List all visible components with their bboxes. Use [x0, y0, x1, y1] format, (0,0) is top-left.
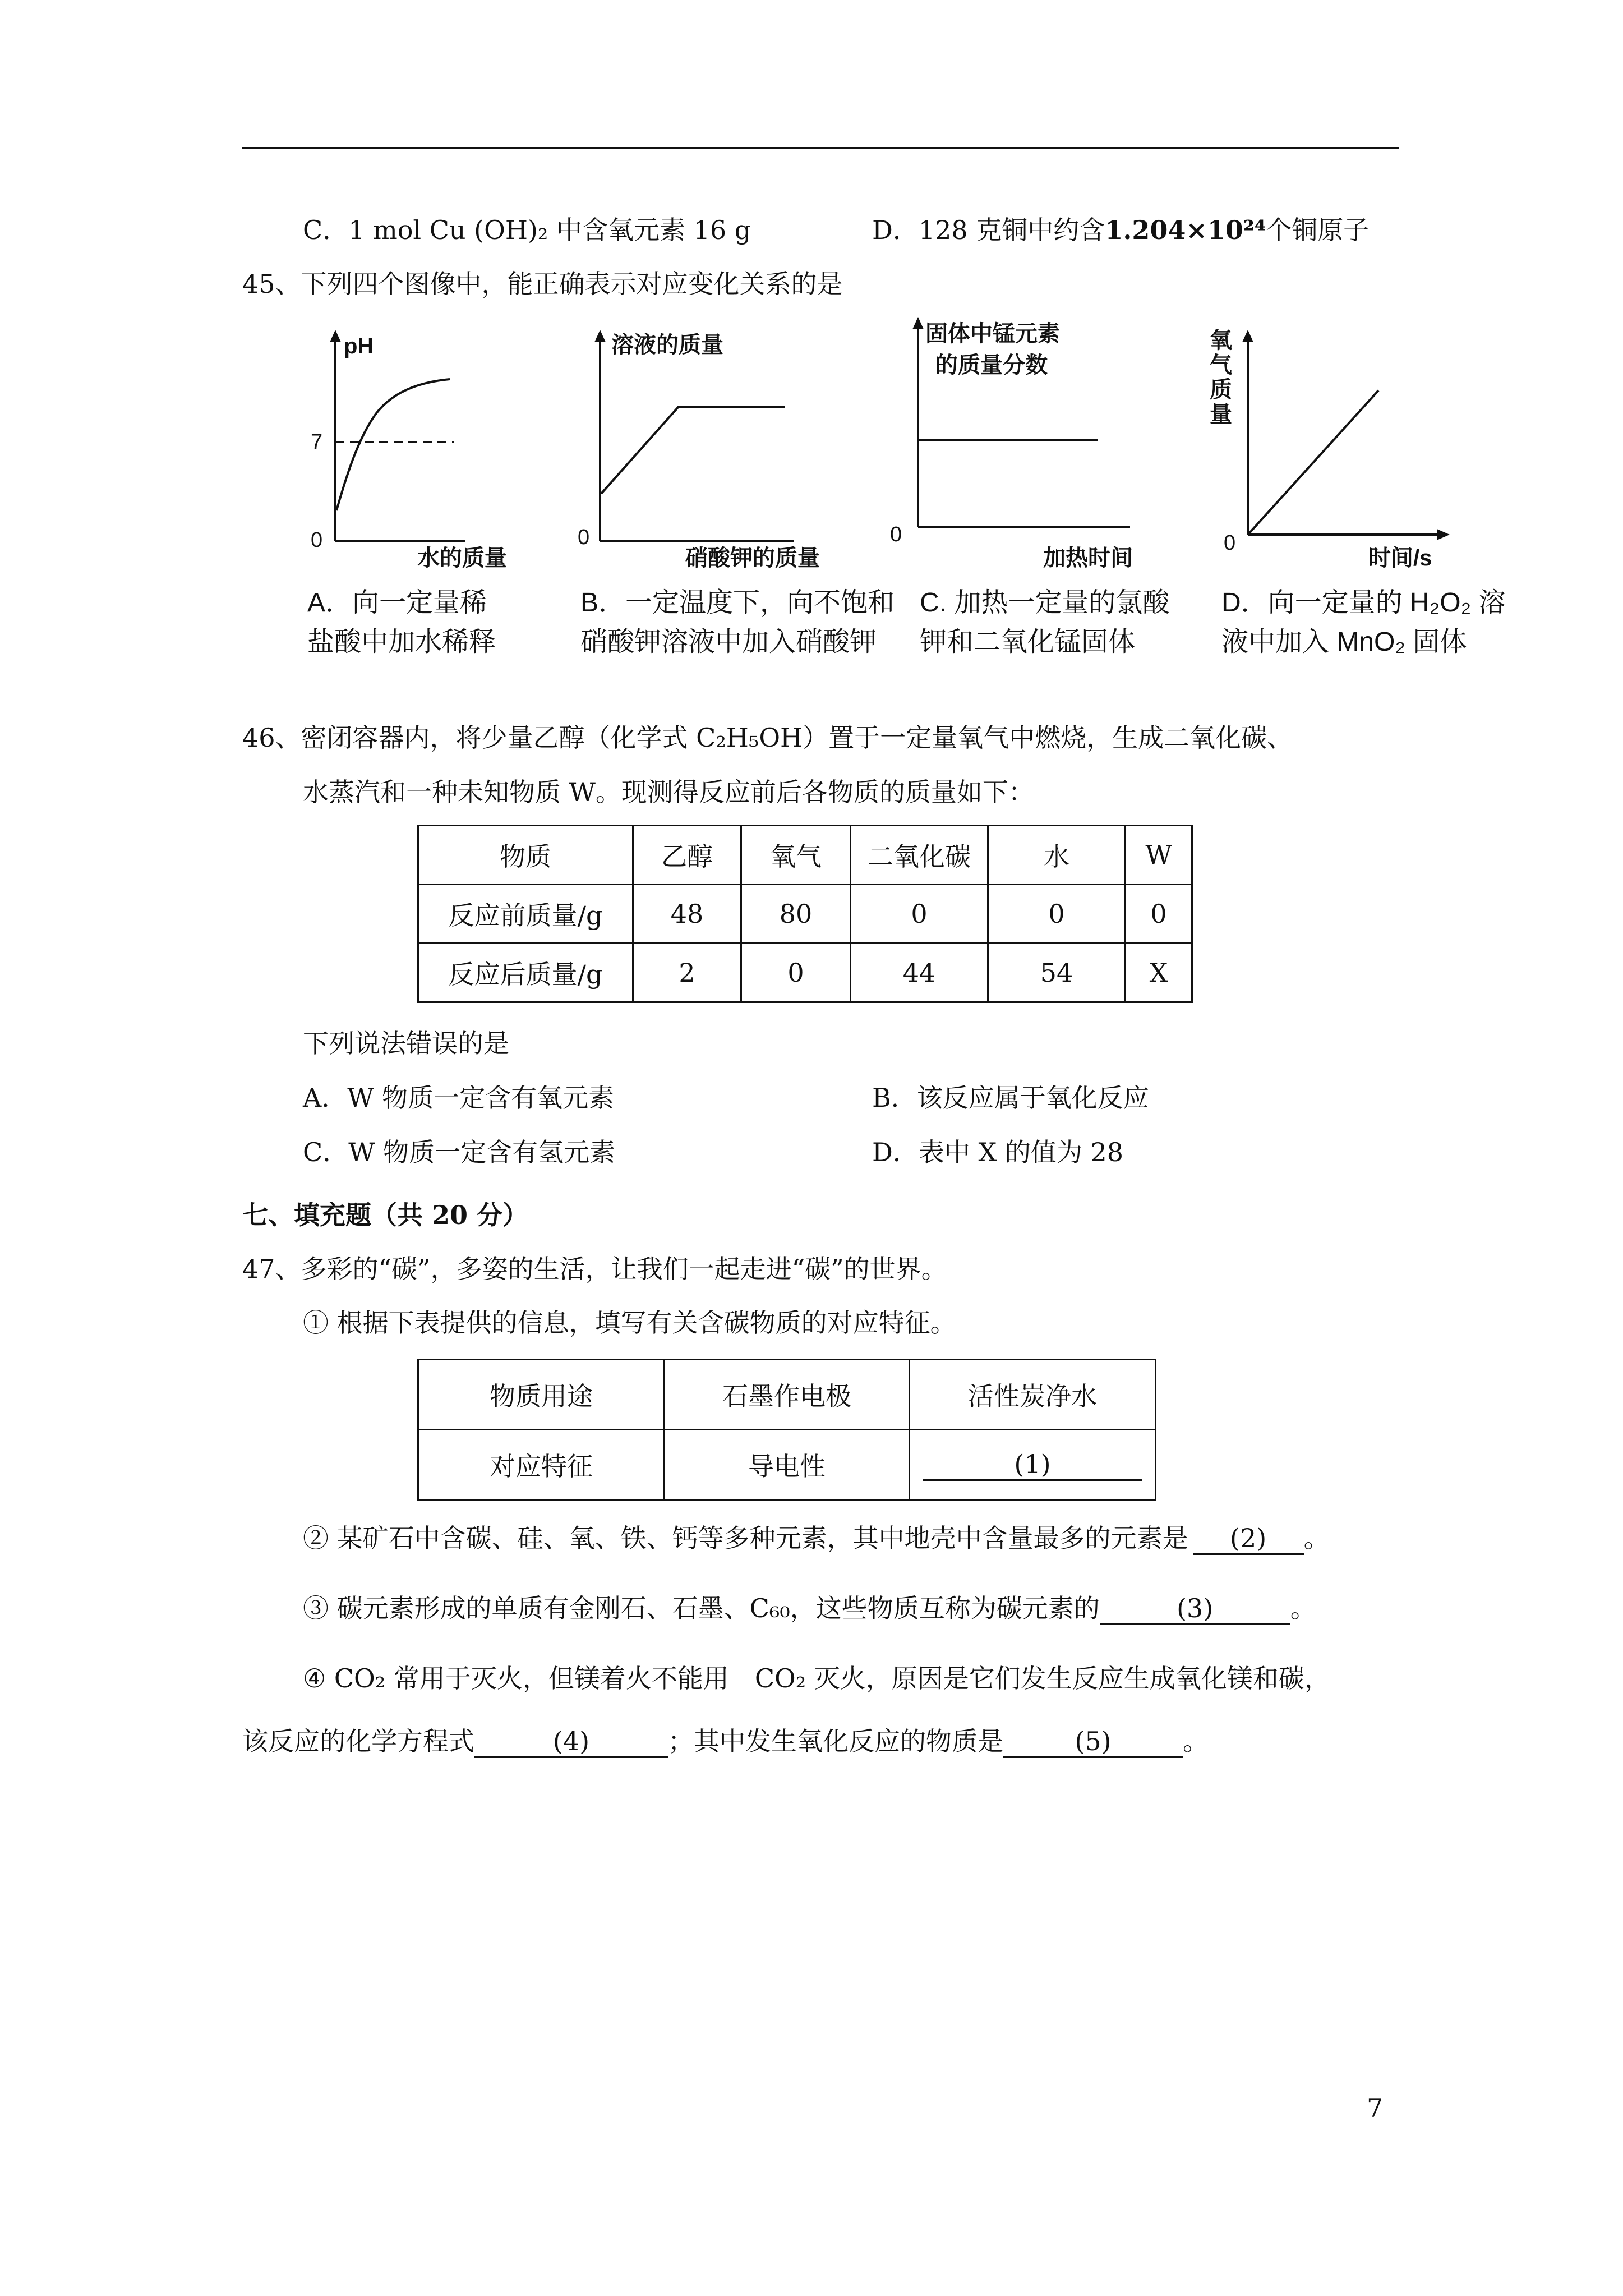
table-cell: 48: [633, 885, 741, 944]
q47-item4-line2-text: 该反应的化学方程式: [242, 1726, 474, 1756]
answer-blank-5[interactable]: (5): [1003, 1726, 1183, 1758]
table-cell: 0: [1126, 885, 1192, 944]
chart-d-ylabel-char-2: 气: [1210, 353, 1232, 378]
q46-option-b: B．该反应属于氧化反应: [872, 1083, 1149, 1113]
table-cell: 导电性: [665, 1430, 910, 1500]
table-cell: 二氧化碳: [851, 826, 988, 885]
chart-c-ylabel-line2: 的质量分数: [935, 353, 1048, 378]
header-rule: [242, 147, 1399, 149]
table-row: [418, 1360, 1156, 1430]
answer-blank-1-cell[interactable]: [910, 1430, 1156, 1500]
table-cell: 反应后质量/g: [418, 944, 633, 1002]
chart-b-caption-line2: 硝酸钾溶液中加入硝酸钾: [580, 627, 877, 657]
chart-a-xlabel: 水的质量: [417, 546, 507, 570]
chart-b-caption-line1: B．一定温度下，向不饱和: [580, 588, 895, 618]
chart-d-xlabel: 时间/s: [1368, 546, 1432, 570]
q44-option-d: [872, 213, 1369, 247]
chart-d-x-arrow: [1437, 529, 1450, 540]
chart-b-y-arrow: [594, 330, 606, 342]
chart-c-origin: 0: [890, 523, 902, 546]
chart-b-ylabel: 溶液的质量: [611, 333, 723, 357]
q47-item2-end: 。: [1303, 1523, 1330, 1553]
table-cell: 0: [741, 944, 851, 1002]
chart-d-caption-line1: D．向一定量的 H₂O₂ 溶: [1221, 588, 1506, 618]
table-cell: 活性炭净水: [910, 1360, 1156, 1430]
section-heading: 七、填充题（共 20 分）: [242, 1200, 529, 1230]
chart-a-caption-line2: 盐酸中加水稀释: [307, 627, 496, 657]
table-cell: 乙醇: [633, 826, 741, 885]
table-row: [418, 885, 1192, 944]
chart-d-caption-line2: 液中加入 MnO₂ 固体: [1221, 627, 1467, 657]
chart-c-caption-line2: 钾和二氧化锰固体: [920, 627, 1136, 657]
chart-b-xlabel: 硝酸钾的质量: [685, 546, 820, 570]
table-cell: X: [1126, 944, 1192, 1002]
chart-b-solution-mass: [569, 325, 805, 572]
chart-c-ylabel-line1: 固体中锰元素: [925, 321, 1060, 346]
table-cell: 氧气: [741, 826, 851, 885]
q47-carbon-table: [417, 1359, 1156, 1501]
chart-b-line: [601, 407, 785, 494]
chart-c-ylabel: [925, 318, 1060, 381]
table-cell: W: [1126, 826, 1192, 885]
chart-d-origin: 0: [1224, 531, 1236, 555]
table-cell: 对应特征: [418, 1430, 665, 1500]
chart-d-ylabel-char-3: 质: [1210, 378, 1232, 402]
chart-d-ylabel-char-1: 氧: [1210, 328, 1232, 353]
table-cell: 80: [741, 885, 851, 944]
q46-stem-line1: 46、密闭容器内，将少量乙醇（化学式 C₂H₅OH）置于一定量氧气中燃烧，生成二氧化碳、: [242, 723, 1293, 753]
answer-blank-1[interactable]: (1): [923, 1449, 1142, 1481]
table-cell: 0: [851, 885, 988, 944]
q47-item4-end: 。: [1183, 1726, 1209, 1756]
answer-blank-3[interactable]: (3): [1100, 1593, 1290, 1625]
chart-c-xlabel: 加热时间: [1043, 546, 1133, 570]
table-row: [418, 1430, 1156, 1500]
q47-item3-text: ③ 碳元素形成的单质有金刚石、石墨、C₆₀，这些物质互称为碳元素的: [303, 1593, 1100, 1623]
q44-option-d-value: 1.204×10²⁴: [1105, 215, 1266, 245]
chart-c-caption: [920, 583, 1169, 662]
table-row: [418, 826, 1192, 885]
q47-item4-mid: ；其中发生氧化反应的物质是: [668, 1726, 1003, 1756]
chart-a-y-arrow: [330, 330, 341, 342]
q44-option-d-prefix: D．128 克铜中约含: [872, 215, 1105, 245]
page-number: 7: [1367, 2093, 1384, 2123]
q46-question: 下列说法错误的是: [303, 1028, 509, 1059]
table-cell: 物质用途: [418, 1360, 665, 1430]
q47-item1: ① 根据下表提供的信息，填写有关含碳物质的对应特征。: [303, 1308, 956, 1338]
q46-mass-table: [417, 825, 1193, 1003]
table-cell: 54: [988, 944, 1126, 1002]
table-cell: 44: [851, 944, 988, 1002]
chart-a-tick-7: 7: [311, 430, 323, 454]
chart-a-caption: [307, 583, 496, 662]
chart-b-caption: [580, 583, 895, 662]
chart-b-origin: 0: [578, 526, 590, 549]
table-cell: 石墨作电极: [665, 1360, 910, 1430]
chart-a-caption-line1: A．向一定量稀: [307, 588, 487, 618]
table-cell: 水: [988, 826, 1126, 885]
table-cell: 反应前质量/g: [418, 885, 633, 944]
q47-item4-line1: ④ CO₂ 常用于灭火，但镁着火不能用 CO₂ 灭火，原因是它们发生反应生成氧化镁和碳，: [303, 1663, 1330, 1694]
q47-stem: 47、多彩的“碳”，多姿的生活，让我们一起走进“碳”的世界。: [242, 1254, 947, 1284]
chart-a-ylabel: pH: [344, 334, 374, 358]
q47-item3: [303, 1591, 1316, 1625]
q44-option-c: C．1 mol Cu (OH)₂ 中含氧元素 16 g: [303, 215, 751, 245]
answer-blank-4[interactable]: (4): [474, 1726, 668, 1758]
chart-d-y-arrow: [1242, 330, 1253, 342]
q44-option-d-suffix: 个铜原子: [1266, 215, 1370, 245]
chart-d-line: [1249, 390, 1378, 533]
chart-d-oxygen-mass: [1195, 325, 1453, 572]
answer-blank-2[interactable]: (2): [1193, 1523, 1304, 1555]
table-row: [418, 944, 1192, 1002]
chart-d-caption: [1221, 583, 1506, 662]
table-cell: 物质: [418, 826, 633, 885]
q47-item2-text: ② 某矿石中含碳、硅、氧、铁、钙等多种元素，其中地壳中含量最多的元素是: [303, 1523, 1188, 1553]
q47-item4-line2: [242, 1724, 1209, 1758]
q46-option-d: D．表中 X 的值为 28: [872, 1137, 1124, 1167]
chart-c-y-arrow: [912, 317, 924, 329]
q46-option-a: A．W 物质一定含有氧元素: [303, 1083, 615, 1113]
chart-d-ylabel: [1210, 328, 1232, 427]
q47-item2: [303, 1521, 1330, 1555]
q46-stem-line2: 水蒸汽和一种未知物质 W。现测得反应前后各物质的质量如下：: [303, 777, 1034, 807]
q47-item3-end: 。: [1290, 1593, 1316, 1623]
q46-option-c: C．W 物质一定含有氢元素: [303, 1137, 616, 1167]
table-cell: 2: [633, 944, 741, 1002]
chart-c-caption-line1: C. 加热一定量的氯酸: [920, 588, 1170, 618]
chart-a-origin: 0: [311, 528, 323, 552]
chart-a-ph-dilution: [303, 325, 471, 572]
table-cell: 0: [988, 885, 1126, 944]
q45-stem: 45、下列四个图像中，能正确表示对应变化关系的是: [242, 269, 843, 299]
chart-d-ylabel-char-4: 量: [1210, 402, 1232, 427]
chart-a-curve: [336, 379, 450, 510]
